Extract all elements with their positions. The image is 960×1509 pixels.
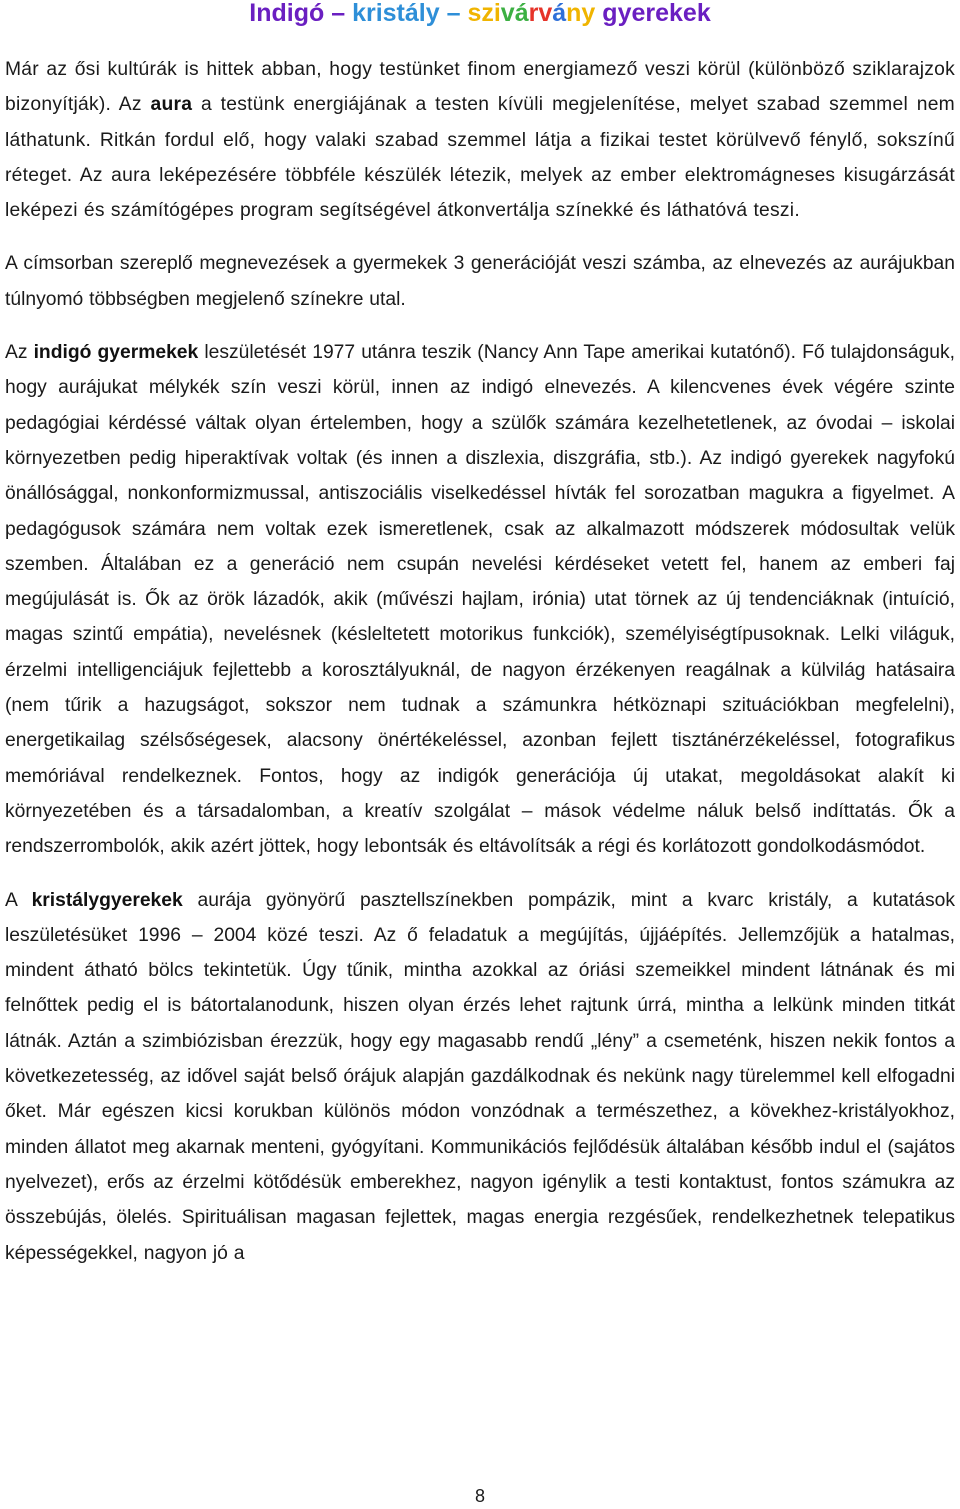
title-segment: szi <box>467 0 501 27</box>
bold-term: aura <box>150 94 193 116</box>
title-segment: Indigó <box>249 0 325 27</box>
title-segment <box>440 0 447 27</box>
bold-term: kristálygyerekek <box>31 889 183 911</box>
title-segment: vá <box>500 0 529 27</box>
title-segment: gyerekek <box>602 0 711 27</box>
title-segment: ny <box>566 0 596 27</box>
paragraph-indigo-children <box>5 335 955 864</box>
text-run: Már az ősi kultúrák is hittek abban, hogy testünket finom energiamező veszi körül (különböző sziklarajzok bizonyítják). Az <box>5 59 955 116</box>
paragraph-aura <box>5 52 955 228</box>
paragraph-crystal-children <box>5 883 955 1271</box>
title-segment: – <box>331 0 346 27</box>
title-segment: – <box>446 0 461 27</box>
text-run: a testünk energiájának a testen kívüli megjelenítése, melyet szabad szemmel nem láthatunk. Ritkán fordul elő, hogy valaki szabad szemmel látja a fizikai testet körülvevő fénylő, sokszínű réteget. Az aura leképezésére többféle készülék létezik, melyek az ember elektromágneses kisugárzását leképezi és számítógépes program segítségével átkonvertálja színekké és láthatóvá teszi. <box>5 94 955 222</box>
text-run: Az <box>5 342 34 364</box>
title-segment: kristály <box>352 0 440 27</box>
text-run: A címsorban szereplő megnevezések a gyermekek 3 generációját veszi számba, az elnevezés az aurájukban túlnyomó többségben megjelenő színekre utal. <box>5 253 955 310</box>
title-segment: á <box>552 0 567 27</box>
page-number: 8 <box>474 1486 485 1506</box>
bold-term: indigó gyermekek <box>33 342 199 364</box>
document-body <box>5 52 955 1289</box>
text-run: leszületését 1977 utánra teszik (Nancy Ann Tape amerikai kutatónő). Fő tulajdonságuk, hogy aurájukat mélykék szín veszi körül, innen az indigó elnevezés. A kilencvenes évek végére szinte pedagógiai kérdéssé váltak olyan értelemben, hogy a szülők számára kezelhetetlenek, az óvodai – iskolai környezetben pedig hiperaktívak voltak (és innen a diszlexia, diszgráfia, stb.). Az indigó gyerekek nagyfokú önállósággal, nonkonformizmussal, antiszociális viselkedéssel hívták fel sorozatban magukra a figyelmet. A pedagógusok számára nem voltak ezek ismeretlenek, csak az alkalmazott módszerek módosultak velük szemben. Általában ez a generáció nem csupán nevelési kérdéseket vetett fel, hanem az emberi faj megújulását is. Ők az örök lázadók, akik (művészi hajlam, irónia) utat törnek az új tendenciáknak (intuíció, magas szintű empátia), nevelésnek (késleltetett motorikus funkciók), személyiségtípusoknak. Lelki világuk, érzelmi intelligenciájuk fejlettebb a korosztályuknál, de nagyon érzékenyen reagálnak a külvilág hatásaira (nem tűrik a hazugságot, sokszor nem tudnak a számunkra hétköznapi szituációkban megfelelni), energetikailag szélsőségesek, alacsony önértékeléssel, azonban fejlett tisztánérzékeléssel, fotografikus memóriával rendelkeznek. Fontos, hogy az indigók generációja új utakat, megoldásokat alakít ki környezetében és a társadalomban, a kreatív szolgálat – mások védelme náluk belső indíttatás. Ők a rendszerrombolók, akik azért jöttek, hogy lebontsák és eltávolítsák a régi és korlátozott gondolkodásmódot. <box>5 342 955 858</box>
title-segment: rv <box>528 0 553 27</box>
paragraph-naming <box>5 246 955 317</box>
page-title <box>0 0 960 28</box>
text-run: A <box>5 889 32 911</box>
text-run: aurája gyönyörű pasztellszínekben pompázik, mint a kvarc kristály, a kutatások leszületésüket 1996 – 2004 közé teszi. Az ő feladatuk a megújítás, újjáépítés. Jellemzőjük a hatalmas, mindent átható bölcs tekintetük. Úgy tűnik, mintha azokkal az óriási szemeikkel mindent látnának és mi felnőttek pedig el is bátortalanodunk, hiszen olyan érzés lehet rajtunk úrrá, mintha a lelkünk minden titkát látnák. Aztán a szimbiózisban érezzük, hogy egy magasabb rendű „lény” a csemeténk, hiszen nekik fontos a következetesség, az idővel saját belső órájuk alapján gazdálkodnak és nekünk nagy türelemmel kell elfogadni őket. Már egészen kicsi korukban különös módon vonzódnak a természethez, a kövekhez-kristályokhoz, minden állatot meg akarnak menteni, gyógyítani. Kommunikációs fejlődésük általában később indul el (sajátos nyelvezet), erős az érzelmi kötődésük emberekhez, nagyon igénylik a testi kontaktust, fontos számukra az összebújás, ölelés. Spirituálisan magasan fejlettek, magas energia rezgésűek, rendelkezhetnek telepatikus képességekkel, nagyon jó a <box>5 889 955 1264</box>
